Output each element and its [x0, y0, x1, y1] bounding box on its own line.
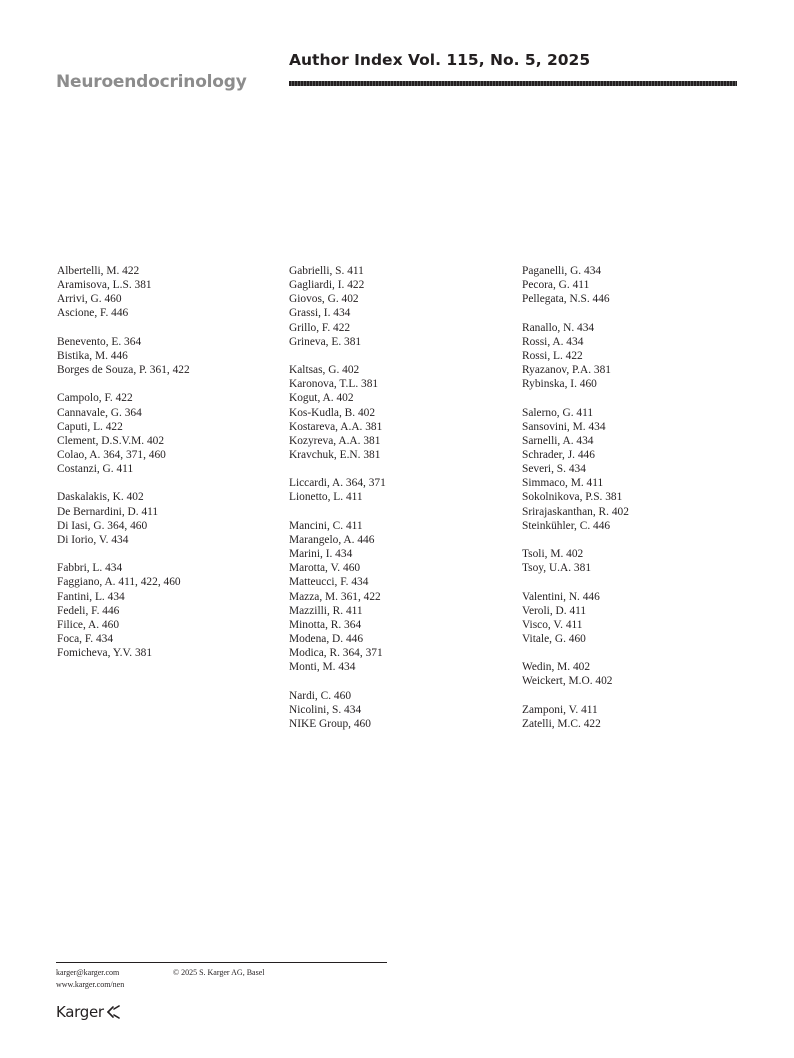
- author-entry: Clement, D.S.V.M. 402: [57, 434, 165, 447]
- author-entry: Valentini, N. 446: [522, 590, 600, 603]
- author-entry: Ranallo, N. 434: [522, 321, 595, 334]
- author-entry: Ryazanov, P.A. 381: [522, 364, 611, 377]
- author-entry: Gagliardi, I. 422: [289, 279, 365, 292]
- author-entry: Filice, A. 460: [57, 618, 120, 631]
- author-entry: Aramisova, L.S. 381: [57, 279, 152, 292]
- author-group: [289, 363, 504, 462]
- author-entry: Benevento, E. 364: [57, 335, 142, 348]
- author-entry: Visco, V. 411: [522, 618, 583, 631]
- author-entry: Campolo, F. 422: [57, 392, 133, 405]
- author-entry: Kozyreva, A.A. 381: [289, 434, 381, 447]
- author-entry: Severi, S. 434: [522, 463, 586, 476]
- author-entry: Pellegata, N.S. 446: [522, 293, 610, 306]
- footer-rule: [56, 962, 387, 963]
- author-entry: Fabbri, L. 434: [57, 562, 123, 575]
- author-entry: Kravchuk, E.N. 381: [289, 449, 381, 462]
- author-group: [522, 321, 737, 392]
- author-entry: Zamponi, V. 411: [522, 703, 598, 716]
- author-entry: Sansovini, M. 434: [522, 420, 606, 433]
- author-entry: Simmaco, M. 411: [522, 477, 604, 490]
- author-entry: Kogut, A. 402: [289, 392, 354, 405]
- author-entry: Marangelo, A. 446: [289, 533, 375, 546]
- author-entry: Sarnelli, A. 434: [522, 434, 594, 447]
- author-entry: Mazzilli, R. 411: [289, 604, 363, 617]
- author-entry: Albertelli, M. 422: [57, 265, 140, 277]
- author-entry: Nardi, C. 460: [289, 689, 352, 702]
- author-group: [57, 561, 272, 660]
- author-entry: Di Iasi, G. 364, 460: [57, 519, 148, 532]
- author-entry: Foca, F. 434: [57, 633, 114, 645]
- author-group: [522, 406, 737, 533]
- footer-website[interactable]: www.karger.com/nen: [56, 980, 125, 989]
- author-entry: Ascione, F. 446: [57, 307, 129, 320]
- author-entry: Minotta, R. 364: [289, 618, 362, 631]
- author-group: [289, 519, 504, 675]
- author-group: [57, 264, 272, 321]
- author-entry: Sokolnikova, P.S. 381: [522, 491, 623, 504]
- author-entry: Grillo, F. 422: [289, 321, 351, 334]
- author-entry: Paganelli, G. 434: [522, 265, 602, 277]
- footer-copyright: © 2025 S. Karger AG, Basel: [173, 968, 265, 977]
- footer-email[interactable]: karger@karger.com: [56, 968, 120, 977]
- author-group: [522, 703, 737, 731]
- author-entry: Faggiano, A. 411, 422, 460: [57, 576, 181, 589]
- author-entry: Colao, A. 364, 371, 460: [57, 449, 166, 461]
- author-entry: De Bernardini, D. 411: [57, 505, 159, 518]
- author-column-1: [57, 264, 272, 674]
- author-entry: Matteucci, F. 434: [289, 576, 369, 589]
- author-entry: Grineva, E. 381: [289, 335, 362, 348]
- author-entry: Liccardi, A. 364, 371: [289, 477, 386, 490]
- author-entry: Kostareva, A.A. 381: [289, 420, 383, 433]
- author-entry: Giovos, G. 402: [289, 293, 359, 306]
- author-entry: Schrader, J. 446: [522, 449, 595, 461]
- author-entry: Rossi, L. 422: [522, 349, 583, 362]
- author-entry: Srirajaskanthan, R. 402: [522, 505, 629, 518]
- journal-name: Neuroendocrinology: [56, 72, 247, 92]
- author-entry: Marotta, V. 460: [289, 562, 361, 575]
- author-entry: NIKE Group, 460: [289, 717, 371, 730]
- author-entry: Mancini, C. 411: [289, 519, 363, 532]
- author-group: [57, 335, 272, 377]
- author-entry: Arrivi, G. 460: [57, 293, 122, 306]
- author-entry: Fantini, L. 434: [57, 590, 125, 603]
- author-entry: Wedin, M. 402: [522, 661, 591, 674]
- author-entry: Zatelli, M.C. 422: [522, 717, 601, 730]
- author-column-2: [289, 264, 504, 745]
- karger-wordmark: Karger: [56, 1003, 104, 1021]
- author-entry: Costanzi, G. 411: [57, 463, 134, 476]
- author-group: [522, 547, 737, 575]
- author-entry: Monti, M. 434: [289, 661, 356, 674]
- author-entry: Veroli, D. 411: [522, 604, 587, 617]
- author-group: [289, 264, 504, 349]
- karger-logo: [56, 1003, 121, 1021]
- author-entry: Caputi, L. 422: [57, 420, 123, 433]
- author-entry: Weickert, M.O. 402: [522, 675, 613, 688]
- author-group: [522, 660, 737, 688]
- author-entry: Nicolini, S. 434: [289, 703, 362, 716]
- author-group: [57, 391, 272, 476]
- author-entry: Modica, R. 364, 371: [289, 647, 383, 660]
- karger-mark-icon: [105, 1004, 121, 1020]
- author-entry: Tsoli, M. 402: [522, 548, 584, 561]
- author-entry: Vitale, G. 460: [522, 633, 586, 645]
- author-entry: Marini, I. 434: [289, 548, 353, 561]
- author-entry: Grassi, I. 434: [289, 307, 351, 320]
- author-entry: Salerno, G. 411: [522, 406, 594, 419]
- author-group: [289, 476, 504, 504]
- author-entry: Steinkühler, C. 446: [522, 519, 611, 532]
- title-rule: [289, 81, 737, 86]
- author-entry: Rossi, A. 434: [522, 335, 584, 348]
- author-group: [57, 490, 272, 547]
- author-entry: Pecora, G. 411: [522, 279, 590, 292]
- author-column-3: [522, 264, 737, 745]
- author-entry: Daskalakis, K. 402: [57, 491, 144, 504]
- author-entry: Cannavale, G. 364: [57, 406, 142, 419]
- author-entry: Rybinska, I. 460: [522, 378, 597, 391]
- author-entry: Bistika, M. 446: [57, 349, 128, 362]
- author-entry: Di Iorio, V. 434: [57, 533, 129, 546]
- author-entry: Modena, D. 446: [289, 633, 364, 646]
- author-entry: Kaltsas, G. 402: [289, 364, 360, 377]
- author-entry: Karonova, T.L. 381: [289, 378, 379, 391]
- author-entry: Borges de Souza, P. 361, 422: [57, 364, 190, 377]
- author-entry: Lionetto, L. 411: [289, 491, 363, 504]
- author-group: [289, 689, 504, 731]
- author-group: [522, 264, 737, 306]
- author-entry: Tsoy, U.A. 381: [522, 562, 592, 575]
- author-entry: Gabrielli, S. 411: [289, 265, 364, 277]
- author-entry: Mazza, M. 361, 422: [289, 590, 381, 603]
- page-title: Author Index Vol. 115, No. 5, 2025: [289, 51, 591, 69]
- author-group: [522, 590, 737, 647]
- author-entry: Fedeli, F. 446: [57, 604, 120, 617]
- author-entry: Fomicheva, Y.V. 381: [57, 647, 153, 660]
- author-entry: Kos-Kudla, B. 402: [289, 406, 376, 419]
